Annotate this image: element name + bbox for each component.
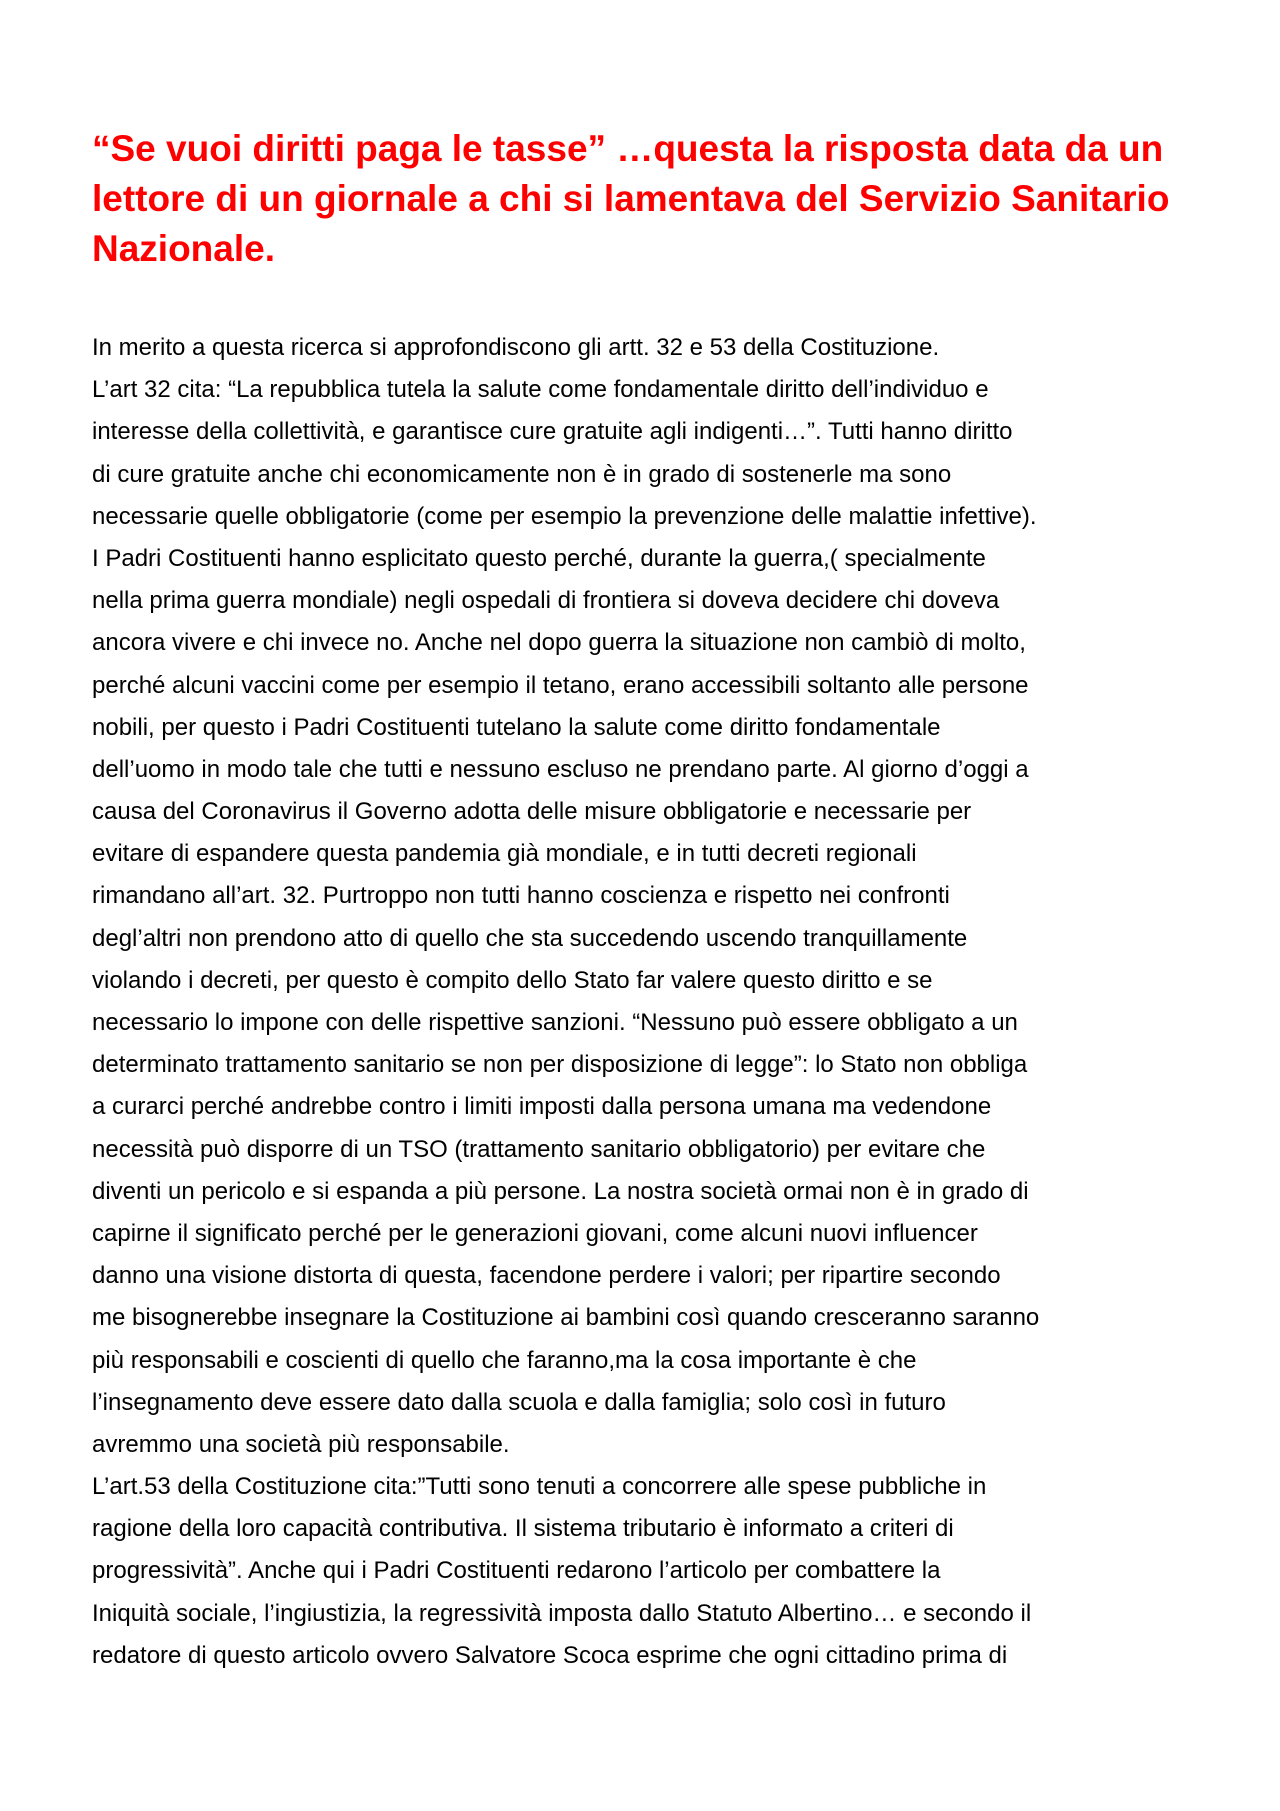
text-line: l’insegnamento deve essere dato dalla scuola e dalla famiglia; solo così in futuro [92,1388,946,1416]
text-line: ragione della loro capacità contributiva. Il sistema tributario è informato a criteri di [92,1515,954,1543]
text-line: di cure gratuite anche chi economicamente non è in grado di sostenerle ma sono [92,460,952,488]
text-line: danno una visione distorta di questa, facendone perdere i valori; per ripartire secondo [92,1262,1001,1290]
title-line: “Se vuoi diritti paga le tasse” …questa la risposta data da un [92,128,1164,169]
text-line: interesse della collettività, e garantisce cure gratuite agli indigenti…”. Tutti hanno diritto [92,418,1013,446]
text-line: evitare di espandere questa pandemia già mondiale, e in tutti decreti regionali [92,840,917,868]
text-line: rimandano all’art. 32. Purtroppo non tutti hanno coscienza e rispetto nei confronti [92,882,950,910]
text-line: necessarie quelle obbligatorie (come per esempio la prevenzione delle malattie infettive). [92,502,1037,530]
text-line: dell’uomo in modo tale che tutti e nessuno escluso ne prendano parte. Al giorno d’oggi a [92,755,1029,783]
text-line: capirne il significato perché per le generazioni giovani, come alcuni nuovi influencer [92,1219,978,1247]
text-line: progressività”. Anche qui i Padri Costituenti redarono l’articolo per combattere la [92,1557,941,1585]
text-line: ancora vivere e chi invece no. Anche nel dopo guerra la situazione non cambiò di molto, [92,629,1026,657]
text-line: necessario lo impone con delle rispettive sanzioni. “Nessuno può essere obbligato a un [92,1009,1018,1036]
text-line: nella prima guerra mondiale) negli ospedali di frontiera si doveva decidere chi doveva [92,587,1000,615]
text-line: Iniquità sociale, l’ingiustizia, la regressività imposta dallo Statuto Albertino… e secondo il [92,1599,1032,1627]
text-line: L’art.53 della Costituzione cita:”Tutti sono tenuti a concorrere alle spese pubbliche in [92,1473,987,1501]
title-line: lettore di un giornale a chi si lamentava del Servizio Sanitario [92,178,1170,219]
text-line: più responsabili e coscienti di quello che faranno,ma la cosa importante è che [92,1346,917,1374]
text-line: I Padri Costituenti hanno esplicitato questo perché, durante la guerra,( specialmente [92,544,986,572]
body-text [92,327,1212,1677]
text-line: redatore di questo articolo ovvero Salvatore Scoca esprime che ogni cittadino prima di [92,1641,1008,1669]
text-line: L’art 32 cita: “La repubblica tutela la salute come fondamentale diritto dell’individuo e [92,376,989,404]
text-line: nobili, per questo i Padri Costituenti tutelano la salute come diritto fondamentale [92,713,941,741]
text-line: In merito a questa ricerca si approfondiscono gli artt. 32 e 53 della Costituzione. [92,334,940,361]
text-line: perché alcuni vaccini come per esempio il tetano, erano accessibili soltanto alle persone [92,671,1029,699]
text-line: diventi un pericolo e si espanda a più persone. La nostra società ormai non è in grado di [92,1177,1029,1205]
text-line: me bisognerebbe insegnare la Costituzione ai bambini così quando cresceranno saranno [92,1304,1040,1332]
page-title [92,124,1212,274]
title-line: Nazionale. [92,228,275,269]
text-line: necessità può disporre di un TSO (trattamento sanitario obbligatorio) per evitare che [92,1135,986,1163]
text-line: degl’altri non prendono atto di quello che sta succedendo uscendo tranquillamente [92,924,968,952]
text-line: avremmo una società più responsabile. [92,1430,510,1458]
text-line: causa del Coronavirus il Governo adotta delle misure obbligatorie e necessarie per [92,798,972,826]
text-line: a curarci perché andrebbe contro i limiti imposti dalla persona umana ma vedendone [92,1093,992,1121]
text-line: violando i decreti, per questo è compito dello Stato far valere questo diritto e se [92,966,933,994]
text-line: determinato trattamento sanitario se non per disposizione di legge”: lo Stato non obbliga [92,1051,1028,1079]
